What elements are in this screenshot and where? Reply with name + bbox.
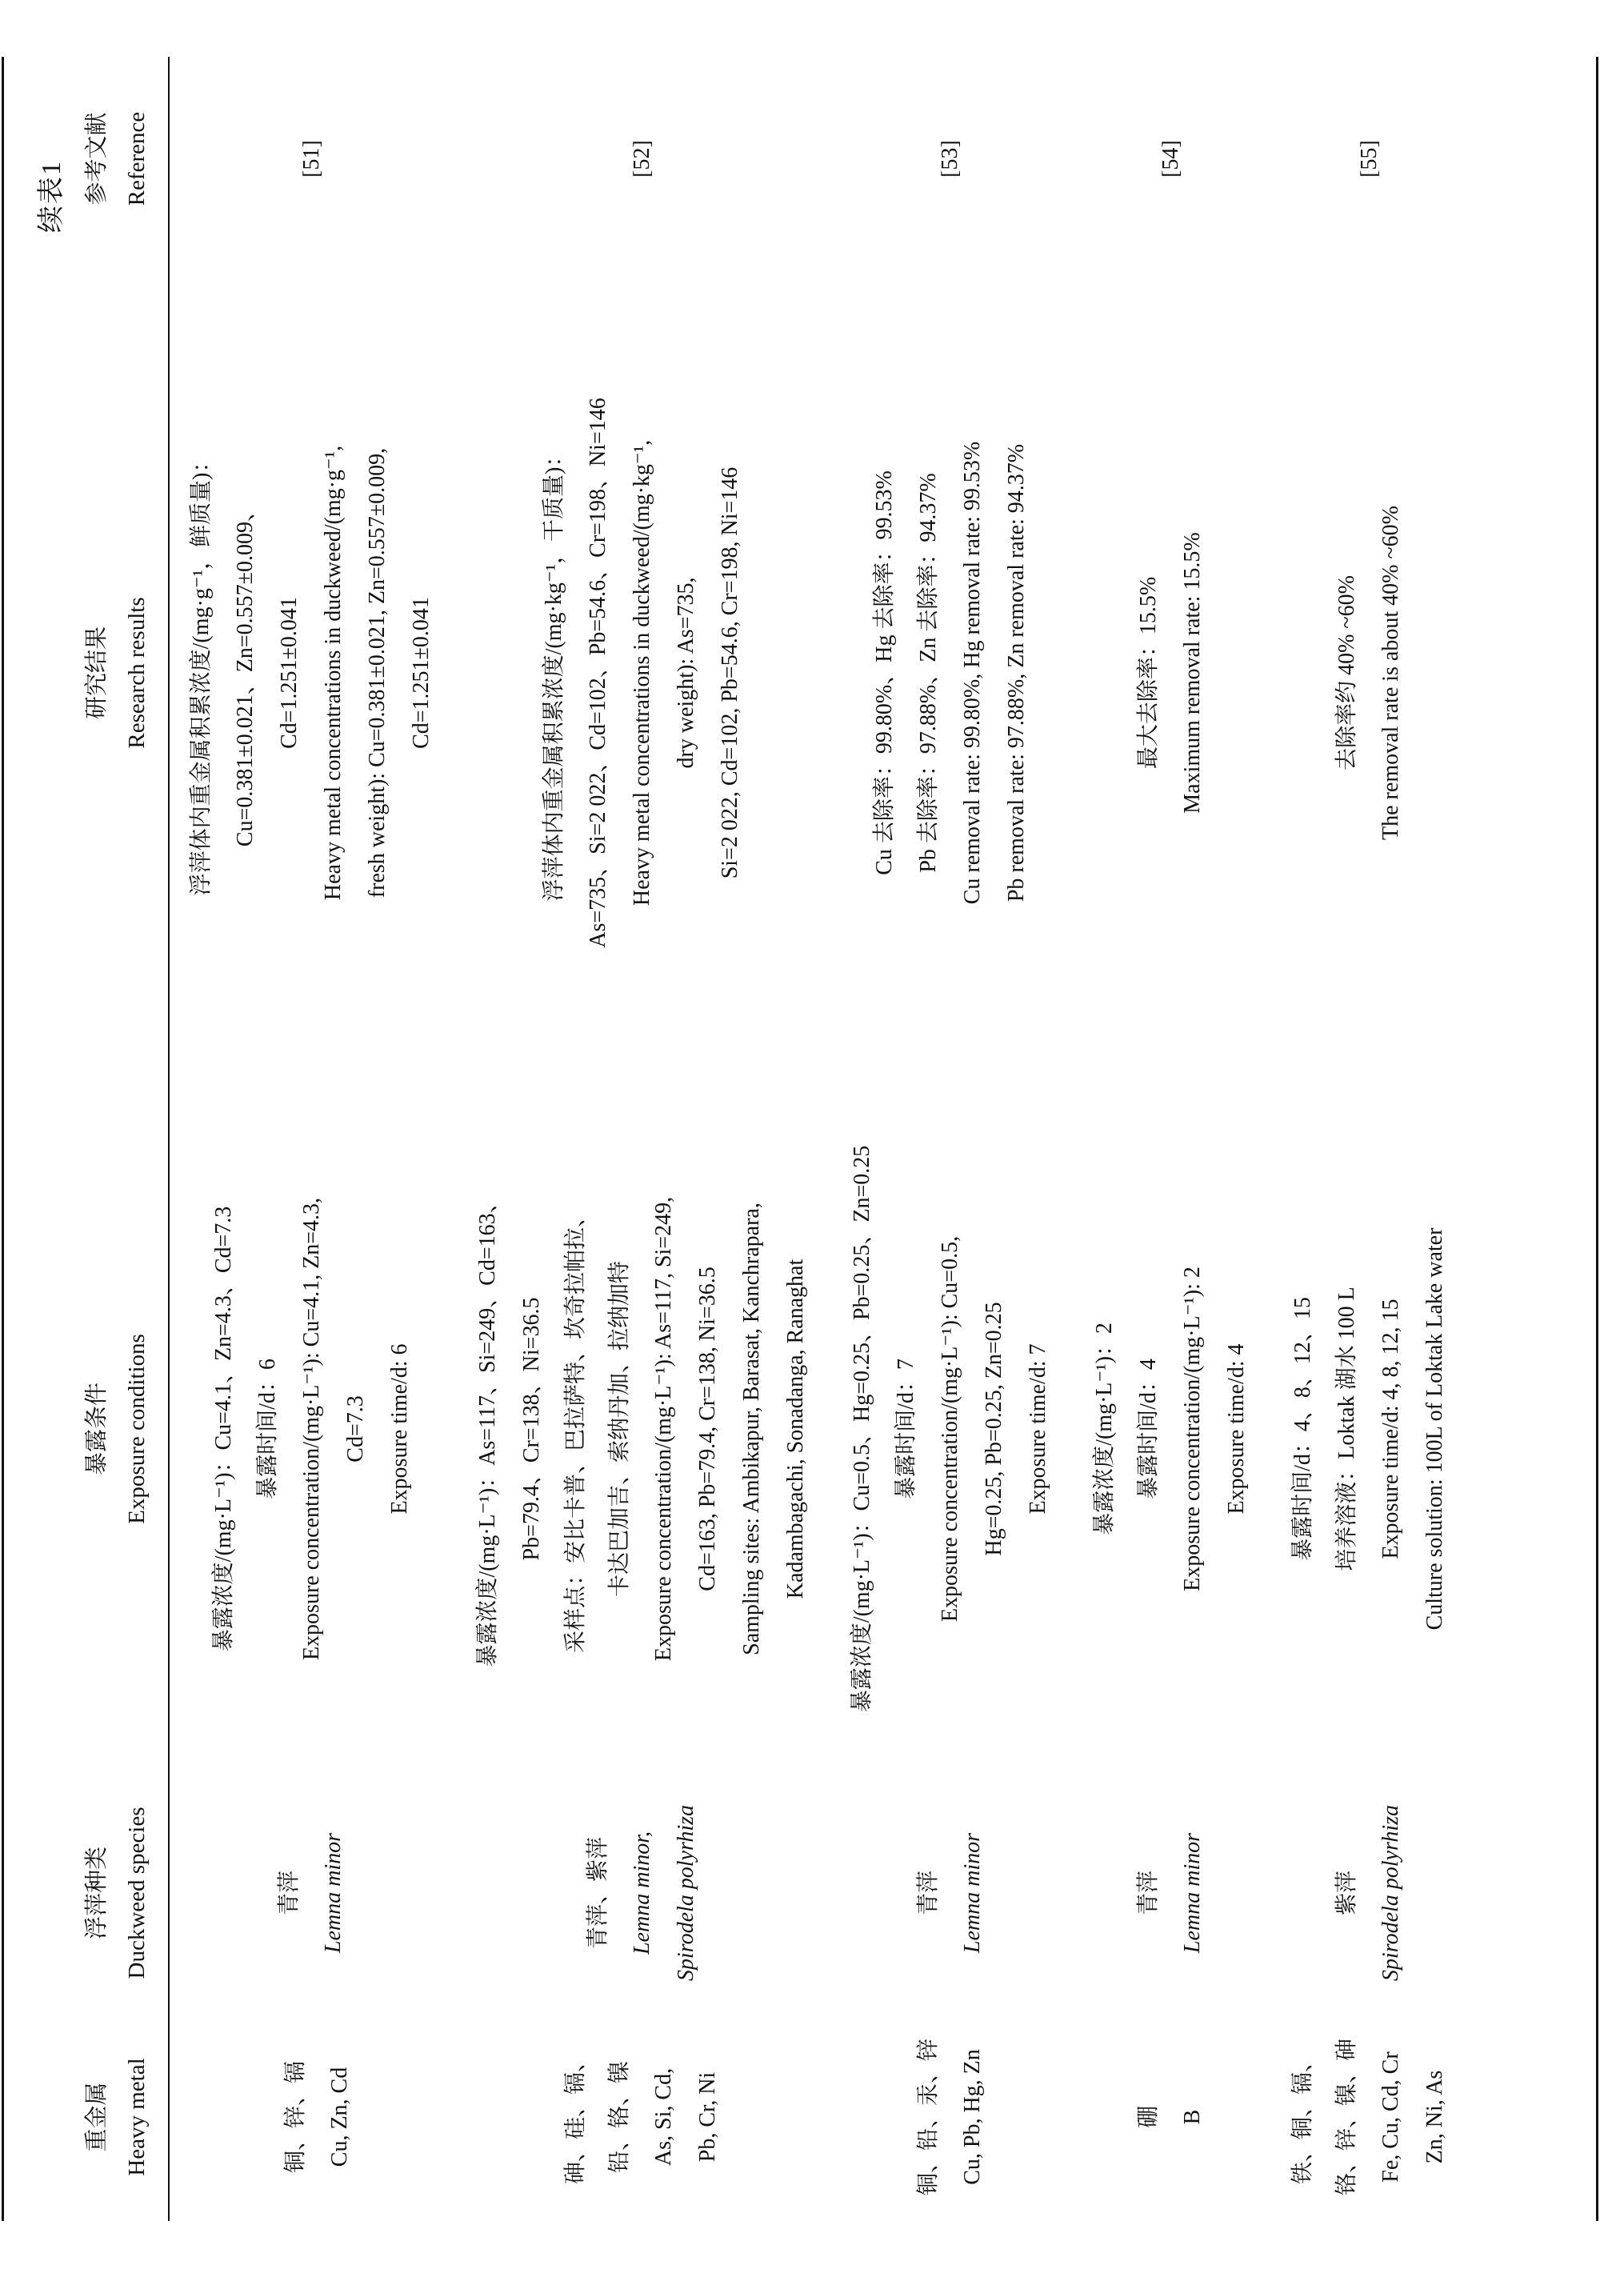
metal-cell: 铁、铜、镉、 铬、锌、镍、砷 Fe, Cu, Cd, Cr Zn, Ni, As (1290, 2039, 1447, 2196)
header-row (66, 57, 168, 2221)
table-row (1071, 57, 1270, 2221)
table-row (829, 57, 1071, 2221)
reference-cell: [52] (629, 140, 654, 178)
metal-cell: 铜、锌、镉 Cu, Zn, Cd (283, 2061, 352, 2174)
top-rule (2, 57, 4, 2221)
table-row (168, 57, 454, 2221)
header-species: 浮萍种类 Duckweed species (84, 1807, 150, 1979)
metal-cell: 铜、铅、汞、锌 Cu, Pb, Hg, Zn (915, 2039, 985, 2196)
reference-cell: [51] (298, 140, 324, 178)
data-table (66, 57, 1468, 2221)
results-cell: Cu 去除率：99.80%、Hg 去除率：99.53% Pb 去除率：97.88%、Zn 去除率：94.37% Cu removal rate: 99.80%, Hg removal rate: 99.53% Pb removal rate: 97.88%, Zn removal rate: 94.37% (871, 441, 1029, 905)
species-cell: 紫萍 Spirodela polyrhiza (1334, 1804, 1403, 1982)
table-caption: 续表1 (37, 160, 66, 233)
species-cell: 青萍 Lemna minor (915, 1832, 985, 1954)
header-results: 研究结果 Research results (84, 597, 150, 749)
results-cell: 最大去除率：15.5% Maximum removal rate: 15.5% (1136, 532, 1205, 814)
reference-cell: [54] (1158, 140, 1183, 178)
bottom-rule (1596, 57, 1598, 2221)
species-cell: 青萍 Lemna minor (277, 1832, 346, 1954)
reference-cell: [55] (1356, 140, 1382, 178)
metal-cell: 砷、硅、镉、 铅、铬、镍 As, Si, Cd, Pb, Cr, Ni (563, 2050, 720, 2185)
metal-cell: 硼 B (1136, 2106, 1205, 2129)
conditions-cell: 暴露浓度/(mg·L⁻¹)：Cu=4.1、Zn=4.3、Cd=7.3 暴露时间/d：6 Exposure concentration/(mg·L⁻¹): Cu=4.1, Zn=4.3, Cd=7.3 Exposure time/d: 6 (210, 1197, 412, 1661)
header-metal: 重金属 Heavy metal (84, 2058, 150, 2176)
conditions-cell: 暴露浓度/(mg·L⁻¹)：2 暴露时间/d：4 Exposure concentration/(mg·L⁻¹): 2 Exposure time/d: 4 (1092, 1267, 1249, 1591)
conditions-cell: 暴露时间/d：4、8、12、15 培养溶液：Loktak 湖水 100 L Exposure time/d: 4, 8, 12, 15 Culture solution: 100L of Loktak Lake water (1290, 1227, 1447, 1631)
conditions-cell: 暴露浓度/(mg·L⁻¹)：Cu=0.5、Hg=0.25、Pb=0.25、Zn=0.25 暴露时间/d：7 Exposure concentration/(mg·L⁻¹): Cu=0.5, Hg=0.25, Pb=0.25, Zn=0.25 Exposure time/d: 7 (850, 1145, 1050, 1713)
table-row (1270, 57, 1468, 2221)
results-cell: 浮萍体内重金属积累浓度/(mg·kg⁻¹，干质量)： As=735、Si=2 022、Cd=102、Pb=54.6、Cr=198、Ni=146 Heavy metal concentrations in duckweed/(mg·kg⁻¹, dry weight): As=735, Si=2 022, Cd=102, Pb=54.6, Cr=198, Ni=146 (541, 398, 742, 948)
header-reference: 参考文献 Reference (84, 111, 150, 206)
results-cell: 浮萍体内重金属积累浓度/(mg·g⁻¹，鲜质量)： Cu=0.381±0.021、Zn=0.557±0.009、 Cd=1.251±0.041 Heavy metal concentrations in duckweed/(mg·g⁻¹, fresh weight): Cu=0.381±0.021, Zn=0.557±0.009, Cd=1.251±0.041 (189, 445, 434, 901)
species-cell: 青萍 Lemna minor (1136, 1832, 1205, 1954)
species-cell: 青萍、紫萍 Lemna minor, Spirodela polyrhiza (585, 1804, 698, 1982)
table-row (454, 57, 829, 2221)
reference-cell: [53] (938, 140, 962, 178)
results-cell: 去除率约 40% ~60% The removal rate is about 40% ~60% (1334, 506, 1403, 840)
header-conditions: 暴露条件 Exposure conditions (84, 1334, 150, 1524)
conditions-cell: 暴露浓度/(mg·L⁻¹)：As=117、Si=249、Cd=163、 Pb=79.4、Cr=138、Ni=36.5 采样点：安比卡普、巴拉萨特、坎奇拉帕拉、 卡达巴加吉、索纳丹加、拉纳加特 Exposure concentration/(mg·L⁻¹): As=117, Si=249, Cd=163, Pb=79.4, Cr=138, Ni=36.5 Sampling sites: Ambikapur, Barasat, Kanchrapara, Kadambagachi, Sonadanga, Ranaghat (475, 1191, 808, 1667)
